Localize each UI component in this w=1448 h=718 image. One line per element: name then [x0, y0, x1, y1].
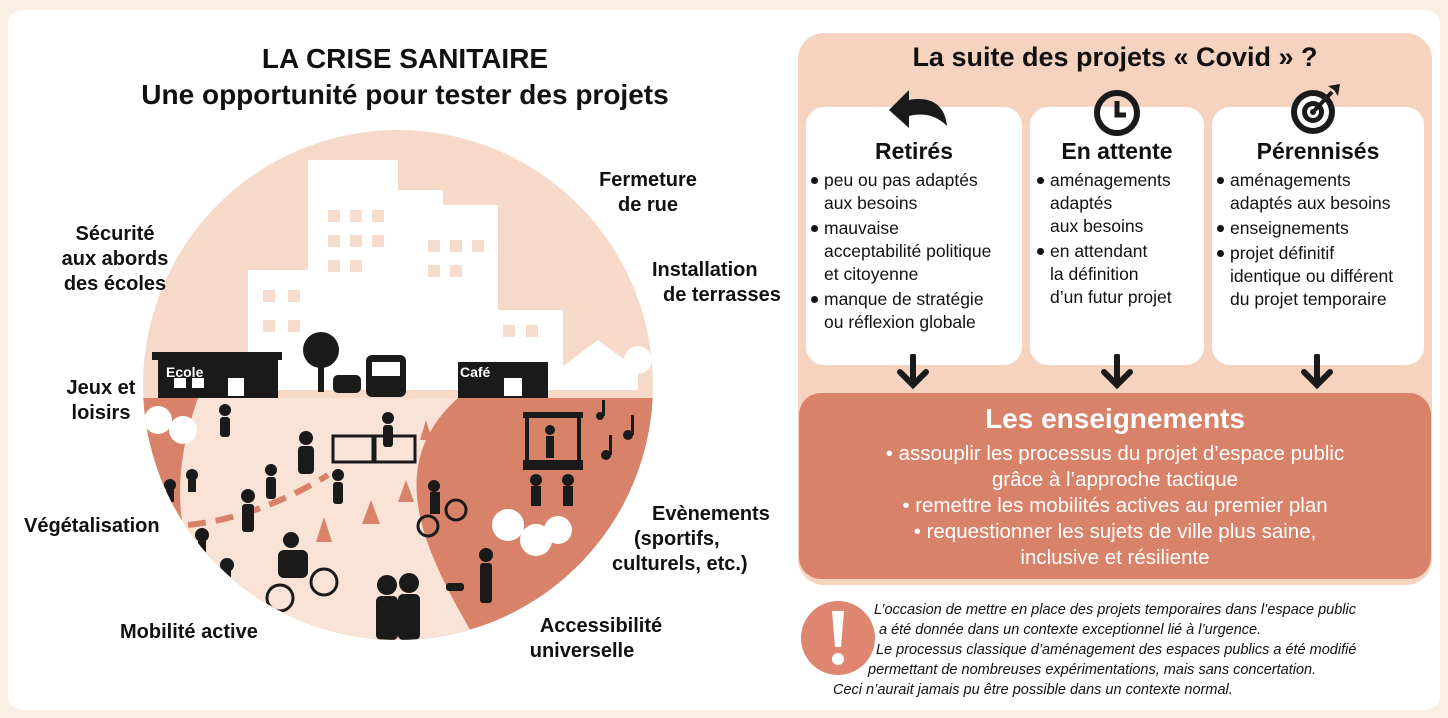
bullet-item: peu ou pas adaptés aux besoins: [810, 169, 1022, 215]
title-perennises: Pérennisés: [1256, 138, 1380, 164]
arrow-down-icon: [1100, 354, 1134, 390]
arrow-down-icon: [1300, 354, 1334, 390]
bullet-item: aménagements adaptés aux besoins: [1036, 169, 1202, 238]
bullets-perennises: [1216, 169, 1424, 313]
label-mobilite: Mobilité active: [120, 621, 258, 643]
lessons-title: Les enseignements: [985, 403, 1245, 434]
label-securite: Sécurité aux abords des écoles: [61, 223, 169, 295]
bullet-item: projet définitif identique ou différent du projet temporaire: [1216, 242, 1424, 311]
lesson-item: • assouplir les processus du projet d’espace public grâce à l’approche tactique: [885, 442, 1345, 491]
arrow-down-icon: [896, 354, 930, 390]
label-terrasses: Installation de terrasses: [652, 259, 781, 306]
title-retires: Retirés: [875, 138, 953, 164]
warning-icon: [801, 601, 875, 675]
cafe-sign: Café: [460, 364, 491, 380]
lessons-list: [799, 441, 1431, 571]
school-sign: Ecole: [166, 364, 204, 380]
note-line: Ceci n’aurait jamais pu être possible dans un contexte normal.: [833, 682, 1233, 698]
bullet-item: aménagements adaptés aux besoins: [1216, 169, 1424, 215]
left-title-line2: Une opportunité pour tester des projets: [141, 79, 669, 110]
label-vegetalisation: Végétalisation: [24, 515, 160, 537]
note-line: Le processus classique d’aménagement des espaces publics a été modifié: [876, 642, 1357, 658]
bullet-item: manque de stratégie ou réflexion globale: [810, 288, 1022, 334]
target-icon: [1288, 82, 1344, 138]
label-fermeture: Fermeture de rue: [599, 169, 697, 216]
bullet-item: en attendant la définition d’un futur projet: [1036, 240, 1202, 309]
lesson-item: • remettre les mobilités actives au premier plan: [902, 494, 1328, 517]
lessons-box: [799, 393, 1431, 579]
label-evenements: Evènements (sportifs, culturels, etc.): [612, 503, 770, 575]
label-jeux: Jeux et loisirs: [66, 377, 136, 424]
note-line: a été donnée dans un contexte exceptionnel lié à l’urgence.: [879, 622, 1262, 638]
car-icon: [333, 375, 361, 393]
note-line: L’occasion de mettre en place des projets temporaires dans l’espace public: [874, 602, 1356, 618]
left-title-line1: LA CRISE SANITAIRE: [261, 43, 549, 74]
bullet-item: enseignements: [1216, 217, 1424, 240]
clock-icon: [1092, 88, 1142, 138]
lesson-item: • requestionner les sujets de ville plus saine, inclusive et résiliente: [913, 520, 1317, 569]
bullet-item: mauvaise acceptabilité politique et citoyenne: [810, 217, 1022, 286]
bullets-en-attente: [1036, 169, 1202, 311]
bullets-retires: [810, 169, 1022, 336]
note-line: permettant de nombreuses expérimentations, mais sans concertation.: [868, 662, 1317, 678]
undo-arrow-icon: [885, 86, 951, 132]
panel-title: La suite des projets « Covid » ?: [912, 42, 1318, 72]
title-en-attente: En attente: [1061, 138, 1173, 164]
label-accessibilite: Accessibilité universelle: [529, 615, 663, 662]
